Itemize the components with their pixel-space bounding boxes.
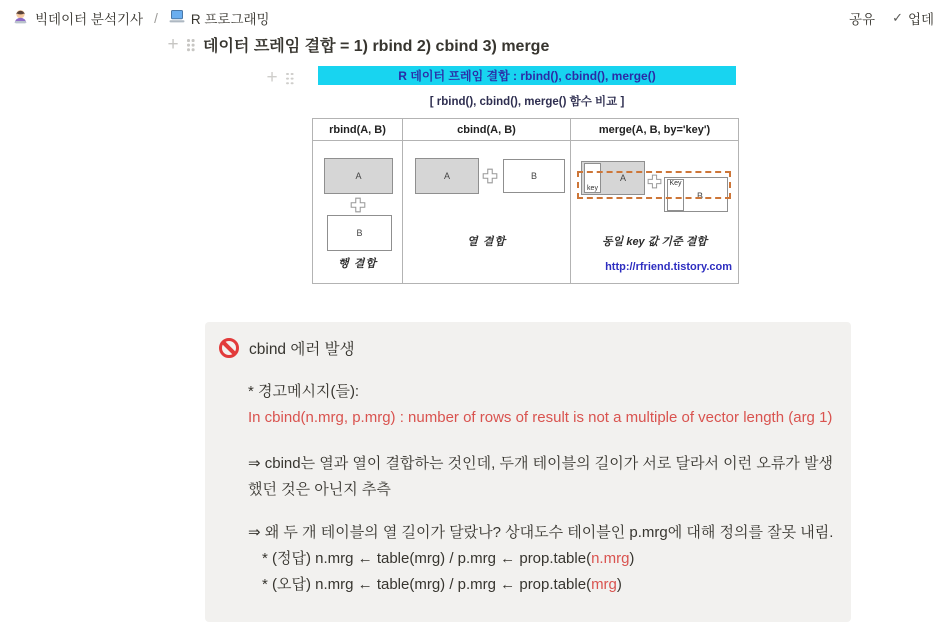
callout-header xyxy=(219,337,355,359)
figure-image-block[interactable] xyxy=(262,64,752,292)
woman-technologist-icon xyxy=(12,8,29,28)
figure-caption: [ rbind(), cbind(), merge() 함수 비교 ] xyxy=(429,96,625,108)
cbind-label: 열 결합 xyxy=(467,236,506,248)
comparison-table-body xyxy=(313,141,738,283)
breadcrumb xyxy=(8,6,274,30)
merge-label: 동일 key 값 기준 결합 xyxy=(602,236,707,248)
merge-key-a: key xyxy=(584,163,601,193)
no-entry-icon[interactable] xyxy=(219,338,239,358)
warning-label[interactable]: * 경고메시지(들): xyxy=(248,383,360,400)
top-actions xyxy=(849,8,934,28)
block-heading[interactable]: 데이터 프레임 결합 = 1) rbind 2) cbind 3) merge xyxy=(203,38,550,55)
callout-block xyxy=(205,322,851,622)
add-block-icon[interactable]: + xyxy=(266,67,278,88)
comparison-table xyxy=(312,118,739,284)
merge-box-a: A xyxy=(581,161,645,195)
answer-correct-suffix: ) xyxy=(629,550,635,567)
figure-title-text: R 데이터 프레임 결합 : rbind(), cbind(), merge() xyxy=(398,69,656,83)
answer-wrong-highlight: mrg xyxy=(591,576,617,593)
add-block-icon[interactable]: + xyxy=(167,33,179,55)
header-rbind: rbind(A, B) xyxy=(313,119,403,140)
callout-body xyxy=(248,379,844,598)
header-cbind: cbind(A, B) xyxy=(403,119,571,140)
merge-key-b: Key xyxy=(667,179,684,211)
breadcrumb-label: R 프로그래밍 xyxy=(190,12,270,27)
drag-handle-icon[interactable] xyxy=(186,38,196,51)
merge-key-highlight-rect xyxy=(577,171,731,199)
rbind-box-a: A xyxy=(324,158,393,194)
breadcrumb-label: 빅데이터 분석기사 xyxy=(35,12,144,27)
breadcrumb-item-r-programming[interactable] xyxy=(165,6,274,30)
merge-box-b-label: B xyxy=(697,191,704,201)
merge-diagram-cell xyxy=(571,141,738,283)
rbind-label: 행 결합 xyxy=(338,258,377,270)
rbind-diagram-cell xyxy=(313,141,403,283)
breadcrumb-item-bigdata[interactable] xyxy=(8,6,147,30)
cbind-box-b: B xyxy=(503,159,565,193)
answer-correct-prefix: * (정답) n.mrg ← table(mrg) / p.mrg ← prop.table( xyxy=(262,550,592,567)
answer-correct-line[interactable] xyxy=(248,546,844,572)
checkmark-icon: ✓ xyxy=(892,10,903,25)
source-url-link[interactable]: http://rfriend.tistory.com xyxy=(605,261,732,273)
answer-correct-highlight: n.mrg xyxy=(591,550,630,567)
figure-handles xyxy=(262,69,302,87)
paragraph-why-length[interactable]: ⇒ 왜 두 개 테이블의 열 길이가 달랐나? 상대도수 테이블인 p.mrg에 대해 정의를 잘못 내림. xyxy=(248,524,834,541)
comparison-table-header xyxy=(313,119,738,141)
callout-title[interactable]: cbind 에러 발생 xyxy=(249,341,355,358)
drag-handle-icon[interactable] xyxy=(285,72,295,85)
answer-wrong-prefix: * (오답) n.mrg ← table(mrg) / p.mrg ← prop.table( xyxy=(262,576,592,593)
cbind-diagram-cell xyxy=(403,141,571,283)
header-merge: merge(A, B, by='key') xyxy=(598,123,711,136)
paragraph-cbind-guess[interactable]: ⇒ cbind는 열과 열이 결합하는 것인데, 두개 테이블의 길이가 서로 달라서 이런 오류가 발생 했던 것은 아닌지 추측 xyxy=(248,455,833,498)
heading-block xyxy=(163,33,549,56)
top-bar xyxy=(0,0,936,30)
cbind-box-a: A xyxy=(415,158,479,194)
warning-message[interactable]: In cbind(n.mrg, p.mrg) : number of rows of result is not a multiple of vector length (arg 1) xyxy=(248,409,833,426)
figure-title-banner xyxy=(318,66,736,85)
answer-wrong-line[interactable] xyxy=(248,572,844,598)
breadcrumb-separator: / xyxy=(154,10,158,26)
update-button[interactable] xyxy=(892,8,934,28)
share-button[interactable]: 공유 xyxy=(849,12,876,27)
answer-wrong-suffix: ) xyxy=(616,576,622,593)
rbind-box-b: B xyxy=(327,215,392,251)
laptop-icon xyxy=(169,10,185,26)
update-button-label: 업데 xyxy=(908,12,935,27)
plus-icon xyxy=(482,168,498,189)
